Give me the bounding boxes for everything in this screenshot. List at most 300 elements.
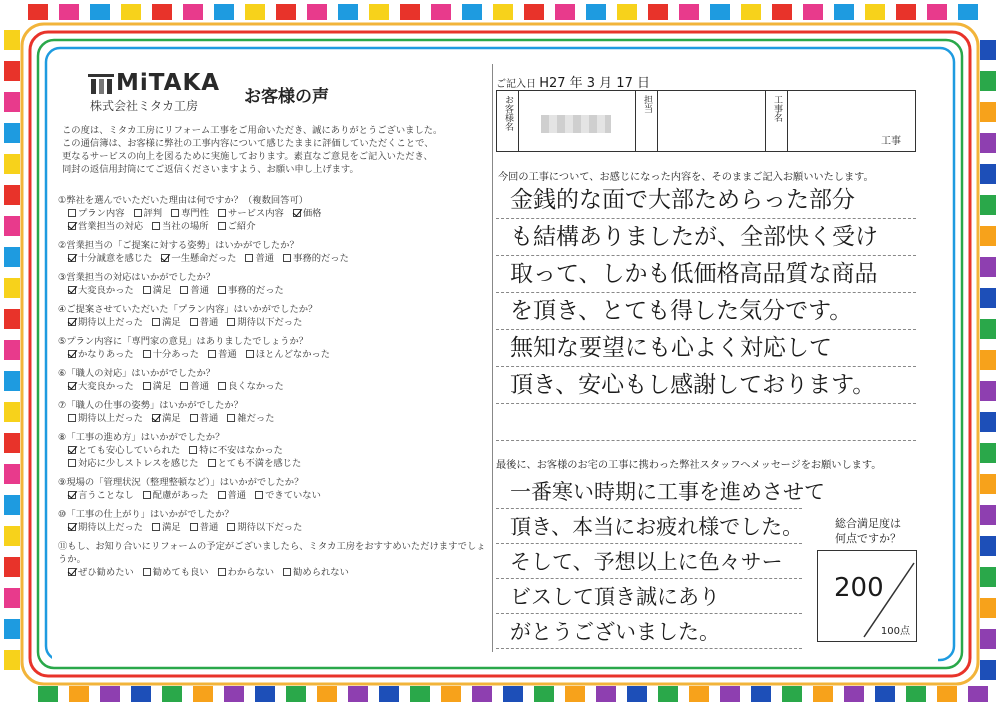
option-label: 良くなかった bbox=[228, 381, 284, 392]
option-row bbox=[58, 566, 488, 579]
question-item bbox=[58, 367, 488, 393]
option-label: 普通 bbox=[190, 381, 210, 392]
border-tile bbox=[980, 164, 996, 184]
checkbox[interactable] bbox=[180, 286, 188, 294]
option-label: 普通 bbox=[218, 349, 237, 360]
option-label: 特に不安はなかった bbox=[199, 445, 283, 456]
border-tile bbox=[152, 4, 172, 20]
option-label: 営業担当の対応 bbox=[78, 221, 144, 232]
staff-label: 担当 bbox=[636, 91, 658, 151]
border-tile bbox=[224, 686, 244, 702]
option-label: 満足 bbox=[152, 381, 172, 392]
border-tile bbox=[369, 4, 389, 20]
answer-option[interactable] bbox=[255, 489, 321, 502]
option-label: サービス内容 bbox=[228, 208, 284, 219]
checkbox[interactable] bbox=[68, 286, 76, 294]
answer-option[interactable] bbox=[68, 207, 125, 220]
option-label: 言うことなし bbox=[78, 490, 134, 501]
option-row bbox=[58, 412, 488, 425]
option-row bbox=[58, 444, 488, 457]
option-row bbox=[58, 348, 488, 361]
checkbox[interactable] bbox=[152, 222, 160, 230]
option-label: 普通 bbox=[255, 253, 275, 264]
answer-option[interactable] bbox=[68, 380, 134, 393]
checkbox[interactable] bbox=[171, 209, 179, 217]
questionnaire bbox=[58, 194, 488, 585]
ruled-line bbox=[496, 543, 802, 544]
option-row bbox=[58, 316, 488, 329]
answer-option[interactable] bbox=[218, 380, 284, 393]
border-tile bbox=[4, 216, 20, 236]
checkbox[interactable] bbox=[227, 318, 235, 326]
checkbox[interactable] bbox=[68, 491, 76, 499]
customer-info-table bbox=[496, 90, 916, 152]
question-item bbox=[58, 540, 488, 579]
border-tile bbox=[4, 588, 20, 608]
question-item bbox=[58, 399, 488, 425]
page-title: お客様の声 bbox=[244, 87, 329, 107]
checkbox[interactable] bbox=[68, 222, 76, 230]
border-tile bbox=[193, 686, 213, 702]
border-tile bbox=[679, 4, 699, 20]
option-label: 十分誠意を感じた bbox=[78, 253, 153, 264]
border-tile bbox=[980, 195, 996, 215]
answer-option[interactable] bbox=[208, 457, 302, 470]
checkbox[interactable] bbox=[143, 568, 151, 576]
ruled-line bbox=[496, 508, 802, 509]
border-tile bbox=[338, 4, 358, 20]
answer-option[interactable] bbox=[68, 348, 134, 361]
checkbox[interactable] bbox=[134, 209, 142, 217]
date-value: H27 年 3 月 17 日 bbox=[539, 76, 650, 91]
option-label: できていない bbox=[265, 490, 321, 501]
option-label: わからない bbox=[227, 567, 275, 578]
question-text: ⑥「職人の対応」はいかがでしたか？ bbox=[58, 368, 216, 379]
question-text: ②営業担当の「ご提案に対する姿勢」はいかがでしたか？ bbox=[58, 240, 299, 251]
option-label: 雑だった bbox=[237, 413, 275, 424]
border-tile bbox=[596, 686, 616, 702]
impression-line: を頂き、とても得した気分です。 bbox=[510, 298, 853, 324]
checkbox[interactable] bbox=[152, 523, 160, 531]
message-line: 頂き、本当にお疲れ様でした。 bbox=[510, 515, 804, 539]
option-label: 対応に少しストレスを感じた bbox=[78, 458, 199, 469]
border-tile bbox=[4, 526, 20, 546]
option-label: 事務的だった bbox=[293, 253, 349, 264]
option-row bbox=[58, 220, 488, 233]
border-tile bbox=[4, 92, 20, 112]
answer-option[interactable] bbox=[180, 284, 209, 297]
border-tile bbox=[710, 4, 730, 20]
answer-option[interactable] bbox=[227, 521, 302, 534]
border-tile bbox=[162, 686, 182, 702]
border-tile bbox=[782, 686, 802, 702]
option-label: 普通 bbox=[199, 413, 219, 424]
checkbox[interactable] bbox=[283, 254, 291, 262]
answer-option[interactable] bbox=[152, 521, 181, 534]
option-label: ご紹介 bbox=[227, 221, 256, 232]
checkbox[interactable] bbox=[143, 491, 151, 499]
option-label: 満足 bbox=[152, 285, 172, 296]
border-tile bbox=[4, 464, 20, 484]
question-item bbox=[58, 335, 488, 361]
answer-option[interactable] bbox=[283, 252, 349, 265]
option-label: 期待以下だった bbox=[237, 522, 303, 533]
border-tile bbox=[980, 629, 996, 649]
checkbox[interactable] bbox=[152, 318, 160, 326]
date-label: ご記入日 bbox=[496, 79, 536, 90]
impression-line: 頂き、安心もし感謝しております。 bbox=[510, 372, 876, 398]
answer-option[interactable] bbox=[152, 316, 181, 329]
border-tile bbox=[980, 288, 996, 308]
checkbox[interactable] bbox=[218, 209, 226, 217]
intro-line: 更なるサービスの向上を図るために実施しております。素直なご意見をご記入いただき、 bbox=[62, 151, 433, 162]
border-tile bbox=[803, 4, 823, 20]
question-item bbox=[58, 239, 488, 265]
border-tile bbox=[121, 4, 141, 20]
checkbox[interactable] bbox=[68, 209, 76, 217]
border-tile bbox=[927, 4, 947, 20]
option-label: 評判 bbox=[143, 208, 163, 219]
answer-option[interactable] bbox=[68, 316, 143, 329]
answer-option[interactable] bbox=[208, 348, 237, 361]
border-tile bbox=[980, 257, 996, 277]
checkbox[interactable] bbox=[190, 414, 198, 422]
option-label: 普通 bbox=[227, 490, 247, 501]
question-text: ⑧「工事の進め方」はいかがでしたか？ bbox=[58, 432, 225, 443]
work-label: 工事名 bbox=[766, 91, 788, 151]
option-label: 期待以下だった bbox=[237, 317, 303, 328]
border-tile bbox=[28, 4, 48, 20]
checkbox[interactable] bbox=[218, 568, 226, 576]
checkbox[interactable] bbox=[68, 350, 76, 358]
answer-option[interactable] bbox=[143, 489, 209, 502]
border-tile bbox=[4, 61, 20, 81]
checkbox[interactable] bbox=[143, 286, 151, 294]
border-tile bbox=[214, 4, 234, 20]
answer-option[interactable] bbox=[227, 316, 302, 329]
score-label: 総合満足度は 何点ですか？ bbox=[835, 517, 901, 545]
checkbox[interactable] bbox=[208, 350, 216, 358]
border-tile bbox=[958, 4, 978, 20]
checkbox[interactable] bbox=[189, 446, 197, 454]
customer-label: お客様名 bbox=[497, 91, 519, 151]
border-tile bbox=[4, 278, 20, 298]
border-tile bbox=[4, 433, 20, 453]
answer-option[interactable] bbox=[189, 444, 283, 457]
option-label: 満足 bbox=[162, 522, 181, 533]
impression-line: 金銭的な面で大部ためらった部分 bbox=[510, 187, 855, 213]
checkbox[interactable] bbox=[143, 382, 151, 390]
border-tile bbox=[4, 30, 20, 50]
checkbox[interactable] bbox=[143, 350, 151, 358]
answer-option[interactable] bbox=[68, 220, 143, 233]
question-text: ⑤プラン内容に「専門家の意見」はありましたでしょうか？ bbox=[58, 336, 309, 347]
checkbox[interactable] bbox=[218, 491, 226, 499]
score-value: 200 bbox=[834, 573, 884, 603]
border-tile bbox=[980, 412, 996, 432]
border-tile bbox=[627, 686, 647, 702]
message-line: 一番寒い時期に工事を進めさせて bbox=[510, 480, 825, 504]
checkbox[interactable] bbox=[68, 414, 76, 422]
checkbox[interactable] bbox=[190, 523, 198, 531]
answer-option[interactable] bbox=[68, 489, 134, 502]
work-suffix: 工事 bbox=[881, 136, 901, 147]
border-tile bbox=[90, 4, 110, 20]
option-label: 大変良かった bbox=[78, 381, 134, 392]
answer-option[interactable] bbox=[68, 444, 180, 457]
border-tile bbox=[4, 619, 20, 639]
option-label: とても不満を感じた bbox=[217, 458, 302, 469]
checkbox[interactable] bbox=[68, 523, 76, 531]
border-tile bbox=[648, 4, 668, 20]
checkbox[interactable] bbox=[152, 414, 160, 422]
border-tile bbox=[980, 319, 996, 339]
border-tile bbox=[400, 4, 420, 20]
answer-option[interactable] bbox=[143, 284, 172, 297]
border-tile bbox=[4, 371, 20, 391]
border-tile bbox=[586, 4, 606, 20]
checkbox[interactable] bbox=[218, 382, 226, 390]
answer-option[interactable] bbox=[283, 566, 349, 579]
border-tile bbox=[980, 598, 996, 618]
border-tile bbox=[524, 4, 544, 20]
border-tile bbox=[720, 686, 740, 702]
company-logo bbox=[88, 70, 228, 114]
border-tile bbox=[980, 40, 996, 60]
border-tile bbox=[555, 4, 575, 20]
border-tile bbox=[896, 4, 916, 20]
border-tile bbox=[493, 4, 513, 20]
option-label: 十分あった bbox=[152, 349, 200, 360]
border-tile bbox=[317, 686, 337, 702]
border-tile bbox=[906, 686, 926, 702]
answer-option[interactable] bbox=[218, 489, 247, 502]
answer-option[interactable] bbox=[190, 521, 219, 534]
option-label: 期待以上だった bbox=[78, 522, 144, 533]
checkbox[interactable] bbox=[227, 414, 235, 422]
answer-option[interactable] bbox=[218, 220, 256, 233]
border-tile bbox=[286, 686, 306, 702]
answer-option[interactable] bbox=[68, 412, 143, 425]
impression-line: も結構ありましたが、全部快く受け bbox=[510, 224, 878, 250]
question-text: ⑨現場の「管理状況（整理整頓など）」はいかがでしたか？ bbox=[58, 477, 304, 488]
ruled-line bbox=[496, 613, 802, 614]
border-tile bbox=[865, 4, 885, 20]
option-label: 満足 bbox=[162, 413, 181, 424]
checkbox[interactable] bbox=[218, 222, 226, 230]
answer-option[interactable] bbox=[246, 348, 330, 361]
border-tile bbox=[100, 686, 120, 702]
option-label: 大変良かった bbox=[78, 285, 134, 296]
border-tile bbox=[4, 309, 20, 329]
border-tile bbox=[255, 686, 275, 702]
question-text: ⑦「職人の仕事の姿勢」はいかがでしたか？ bbox=[58, 400, 243, 411]
intro-line: この通信簿は、お客様に弊社の工事内容について感じたままに評価していただくことで、 bbox=[62, 138, 434, 149]
checkbox[interactable] bbox=[68, 568, 76, 576]
question-text: ⑩「工事の仕上がり」はいかがでしたか？ bbox=[58, 509, 234, 520]
border-tile bbox=[617, 4, 637, 20]
checkbox[interactable] bbox=[227, 523, 235, 531]
checkbox[interactable] bbox=[68, 459, 76, 467]
border-tile bbox=[534, 686, 554, 702]
logo-mark-icon bbox=[88, 74, 114, 94]
answer-option[interactable] bbox=[245, 252, 274, 265]
checkbox[interactable] bbox=[293, 209, 301, 217]
border-tile bbox=[131, 686, 151, 702]
answer-option[interactable] bbox=[68, 457, 199, 470]
checkbox[interactable] bbox=[68, 446, 76, 454]
border-tile bbox=[4, 650, 20, 670]
checkbox[interactable] bbox=[246, 350, 254, 358]
border-tile bbox=[410, 686, 430, 702]
answer-option[interactable] bbox=[68, 521, 143, 534]
border-tile bbox=[813, 686, 833, 702]
border-tile bbox=[980, 350, 996, 370]
option-label: 普通 bbox=[199, 317, 219, 328]
border-tile bbox=[4, 154, 20, 174]
question-item bbox=[58, 271, 488, 297]
border-tile bbox=[741, 4, 761, 20]
option-label: 当社の場所 bbox=[162, 221, 209, 232]
option-label: 期待以上だった bbox=[78, 317, 144, 328]
impression-heading: 今回の工事について、お感じになった内容を、そのままご記入お願いいたします。 bbox=[498, 172, 874, 183]
border-tile bbox=[4, 557, 20, 577]
intro-line: 同封の返信用封筒にてご返信くださいますよう、お願い申し上げます。 bbox=[62, 164, 359, 175]
answer-option[interactable] bbox=[171, 207, 209, 220]
option-label: プラン内容 bbox=[78, 208, 125, 219]
answer-option[interactable] bbox=[227, 412, 274, 425]
option-label: 勧めても良い bbox=[152, 567, 209, 578]
checkbox[interactable] bbox=[190, 318, 198, 326]
option-label: 配慮があった bbox=[152, 490, 209, 501]
message-line: そして、予想以上に色々サー bbox=[510, 550, 783, 574]
option-label: 満足 bbox=[162, 317, 181, 328]
checkbox[interactable] bbox=[180, 382, 188, 390]
answer-option[interactable] bbox=[152, 220, 209, 233]
intro-line: この度は、ミタカ工房にリフォーム工事をご用命いただき、誠にありがとうございました。 bbox=[62, 125, 443, 136]
border-tile bbox=[980, 102, 996, 122]
border-tile bbox=[772, 4, 792, 20]
question-item bbox=[58, 194, 488, 233]
ruled-line bbox=[496, 578, 802, 579]
border-tile bbox=[875, 686, 895, 702]
border-tile bbox=[38, 686, 58, 702]
checkbox[interactable] bbox=[68, 254, 76, 262]
border-tile bbox=[980, 443, 996, 463]
checkbox[interactable] bbox=[255, 491, 263, 499]
option-label: 事務的だった bbox=[228, 285, 284, 296]
answer-option[interactable] bbox=[218, 207, 284, 220]
answer-option[interactable] bbox=[218, 566, 275, 579]
answer-option[interactable] bbox=[68, 284, 134, 297]
question-item bbox=[58, 303, 488, 329]
border-tile bbox=[431, 4, 451, 20]
answer-option[interactable] bbox=[68, 566, 134, 579]
option-row bbox=[58, 489, 488, 502]
border-tile bbox=[4, 247, 20, 267]
answer-option[interactable] bbox=[143, 348, 199, 361]
question-item bbox=[58, 508, 488, 534]
option-label: とても安心していられた bbox=[78, 445, 181, 456]
border-tile bbox=[968, 686, 988, 702]
border-tile bbox=[276, 4, 296, 20]
question-item bbox=[58, 431, 488, 470]
border-tile bbox=[937, 686, 957, 702]
border-tile bbox=[4, 185, 20, 205]
border-tile bbox=[348, 686, 368, 702]
border-tile bbox=[245, 4, 265, 20]
logo-text: MiTAKA bbox=[116, 70, 221, 96]
answer-option[interactable] bbox=[68, 252, 152, 265]
answer-option[interactable] bbox=[190, 316, 219, 329]
border-tile bbox=[4, 340, 20, 360]
border-tile bbox=[59, 4, 79, 20]
option-row bbox=[58, 457, 488, 470]
option-label: 勧められない bbox=[293, 567, 349, 578]
score-box bbox=[817, 550, 917, 642]
option-label: かなりあった bbox=[78, 349, 134, 360]
border-tile bbox=[462, 4, 482, 20]
answer-option[interactable] bbox=[293, 207, 322, 220]
company-name: 株式会社ミタカ工房 bbox=[90, 99, 199, 113]
question-text: ④ご提案させていただいた「プラン内容」はいかがでしたか？ bbox=[58, 304, 318, 315]
answer-option[interactable] bbox=[143, 566, 209, 579]
border-tile bbox=[503, 686, 523, 702]
checkbox[interactable] bbox=[68, 382, 76, 390]
border-tile bbox=[4, 402, 20, 422]
message-line: ビスして頂き誠にあり bbox=[510, 585, 720, 609]
intro-text bbox=[62, 124, 487, 176]
border-tile bbox=[379, 686, 399, 702]
option-label: 普通 bbox=[199, 522, 219, 533]
answer-option[interactable] bbox=[161, 252, 236, 265]
checkbox[interactable] bbox=[208, 459, 216, 467]
customer-name-redacted bbox=[541, 115, 611, 133]
checkbox[interactable] bbox=[245, 254, 253, 262]
impression-line: 取って、しかも低価格高品質な商品 bbox=[510, 261, 878, 287]
answer-option[interactable] bbox=[218, 284, 284, 297]
border-tile bbox=[69, 686, 89, 702]
border-tile bbox=[751, 686, 771, 702]
message-heading: 最後に、お客様のお宅の工事に携わった弊社スタッフへメッセージをお願いします。 bbox=[496, 460, 882, 471]
answer-option[interactable] bbox=[190, 412, 219, 425]
border-tile bbox=[980, 505, 996, 525]
checkbox[interactable] bbox=[68, 318, 76, 326]
question-text: ③営業担当の対応はいかがでしたか？ bbox=[58, 272, 216, 283]
border-tile bbox=[980, 660, 996, 680]
option-row bbox=[58, 252, 488, 265]
answer-option[interactable] bbox=[152, 412, 181, 425]
border-tile bbox=[834, 4, 854, 20]
answer-option[interactable] bbox=[180, 380, 209, 393]
answer-option[interactable] bbox=[134, 207, 163, 220]
question-item bbox=[58, 476, 488, 502]
checkbox[interactable] bbox=[218, 286, 226, 294]
border-tile bbox=[980, 133, 996, 153]
checkbox[interactable] bbox=[161, 254, 169, 262]
date-row bbox=[496, 72, 650, 91]
option-row bbox=[58, 207, 488, 220]
border-tile bbox=[980, 226, 996, 246]
checkbox[interactable] bbox=[283, 568, 291, 576]
border-tile bbox=[980, 536, 996, 556]
border-tile bbox=[307, 4, 327, 20]
question-text: ⑪もし、お知り合いにリフォームの予定がございましたら、ミタカ工房をおすすめいただけますでしょうか。 bbox=[58, 541, 486, 565]
border-tile bbox=[844, 686, 864, 702]
message-line: がとうございました。 bbox=[510, 620, 720, 644]
border-tile bbox=[4, 123, 20, 143]
answer-option[interactable] bbox=[143, 380, 172, 393]
